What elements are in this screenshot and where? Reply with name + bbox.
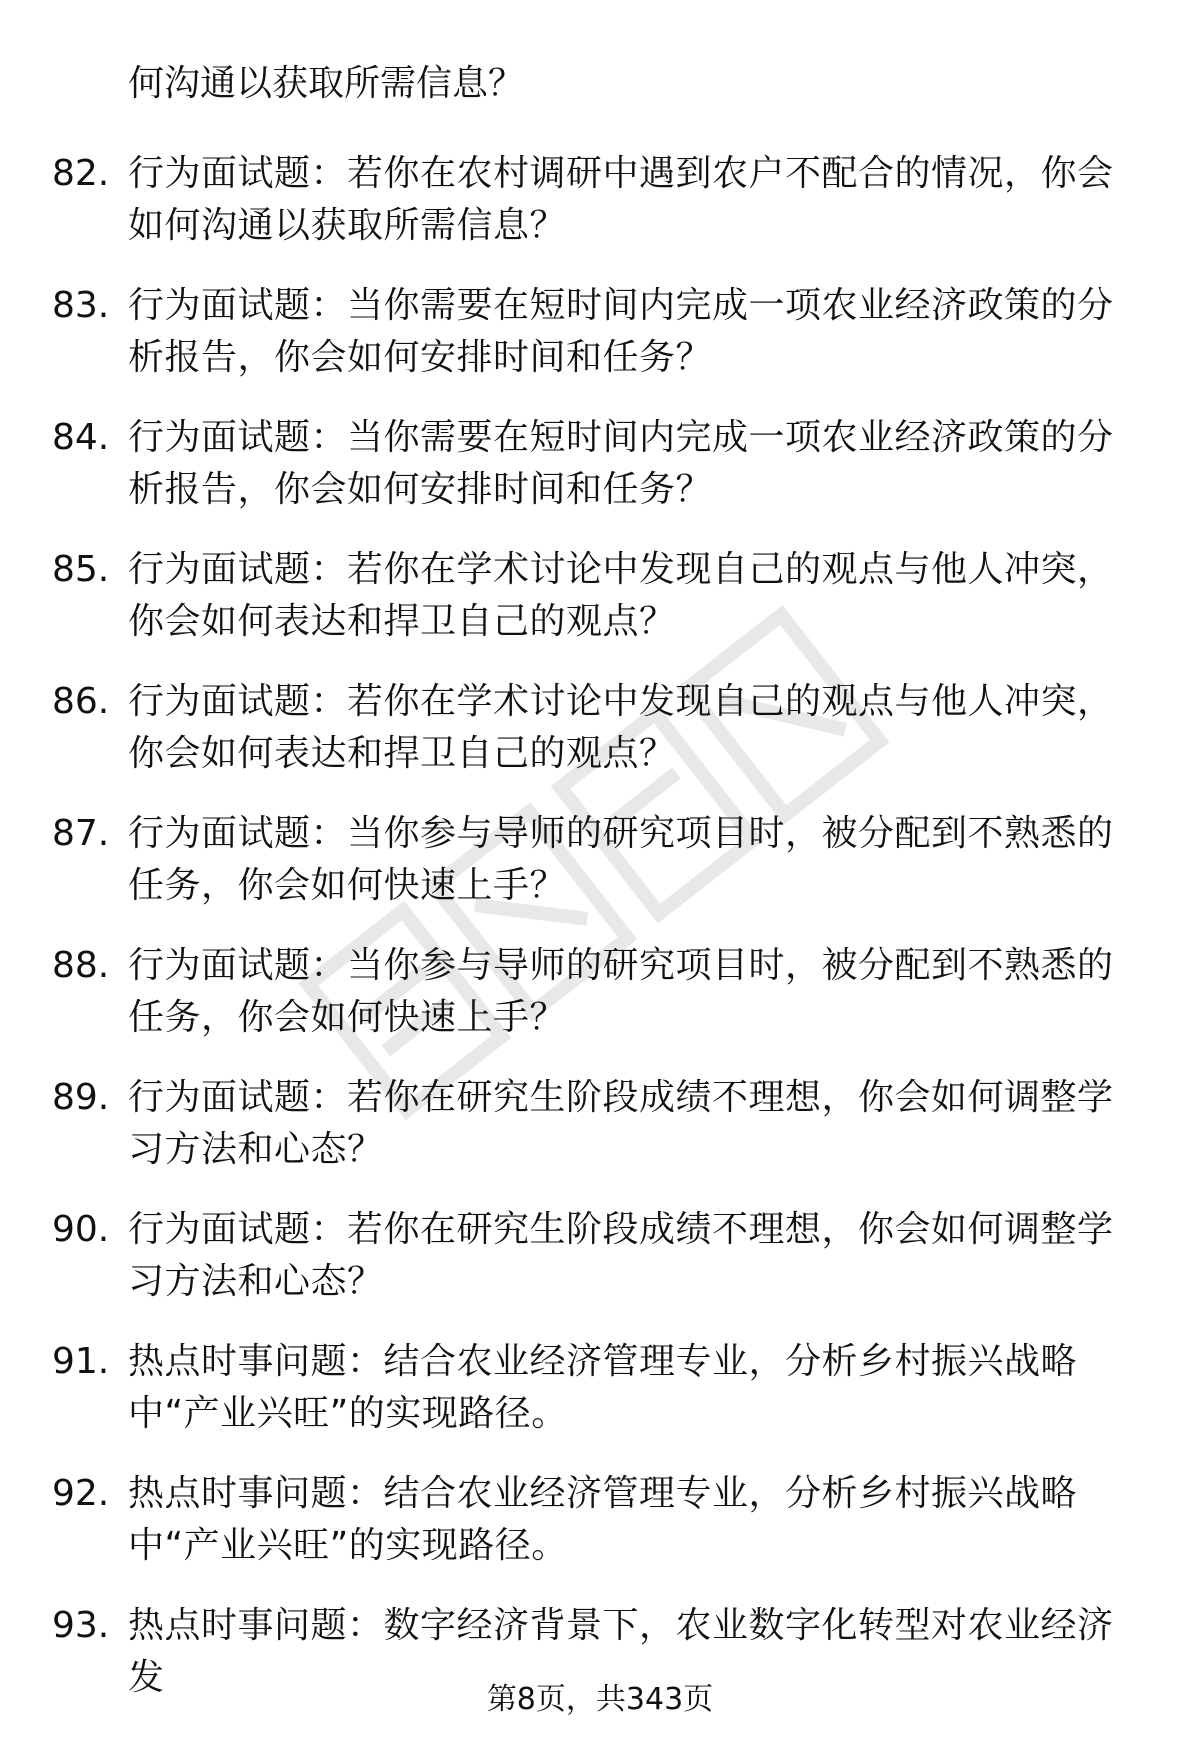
question-list [0,148,1200,1732]
question-item [0,148,1200,252]
continuation-text: 何沟通以获取所需信息？ [128,63,525,104]
question-text: 行为面试题：若你在学术讨论中发现自己的观点与他人冲突，你会如何表达和捍卫自己的观点？ [128,549,1114,642]
question-text: 行为面试题：若你在研究生阶段成绩不理想，你会如何调整学习方法和心态？ [128,1209,1114,1302]
question-item [0,808,1200,912]
question-number: 87. [52,813,110,854]
question-item [0,544,1200,648]
question-text: 热点时事问题：结合农业经济管理专业，分析乡村振兴战略中“产业兴旺”的实现路径。 [128,1341,1078,1434]
question-number: 92. [52,1473,110,1514]
question-number: 90. [52,1209,110,1250]
page-footer: 第8页，共343页 [486,1682,714,1717]
question-item [0,1204,1200,1308]
question-text: 行为面试题：若你在研究生阶段成绩不理想，你会如何调整学习方法和心态？ [128,1077,1114,1170]
question-text: 行为面试题：当你需要在短时间内完成一项农业经济政策的分析报告，你会如何安排时间和任务？ [128,285,1114,378]
question-number: 93. [52,1605,110,1646]
question-number: 82. [52,153,110,194]
question-number: 84. [52,417,110,458]
question-text: 行为面试题：当你参与导师的研究项目时，被分配到不熟悉的任务，你会如何快速上手？ [128,813,1114,906]
question-number: 86. [52,681,110,722]
question-item [0,940,1200,1044]
question-text: 热点时事问题：数字经济背景下，农业数字化转型对农业经济发 [128,1605,1114,1698]
question-text: 行为面试题：若你在农村调研中遇到农户不配合的情况，你会如何沟通以获取所需信息？ [128,153,1114,246]
question-number: 89. [52,1077,110,1118]
question-number: 88. [52,945,110,986]
question-number: 91. [52,1341,110,1382]
question-number: 83. [52,285,110,326]
question-item [0,676,1200,780]
question-item [0,1468,1200,1572]
question-item [0,280,1200,384]
question-text: 行为面试题：若你在学术讨论中发现自己的观点与他人冲突，你会如何表达和捍卫自己的观点？ [128,681,1114,774]
question-text: 行为面试题：当你参与导师的研究项目时，被分配到不熟悉的任务，你会如何快速上手？ [128,945,1114,1038]
question-item [0,1072,1200,1176]
question-item [0,412,1200,516]
question-text: 行为面试题：当你需要在短时间内完成一项农业经济政策的分析报告，你会如何安排时间和任务？ [128,417,1114,510]
question-item [0,1336,1200,1440]
question-text: 热点时事问题：结合农业经济管理专业，分析乡村振兴战略中“产业兴旺”的实现路径。 [128,1473,1078,1566]
question-number: 85. [52,549,110,590]
